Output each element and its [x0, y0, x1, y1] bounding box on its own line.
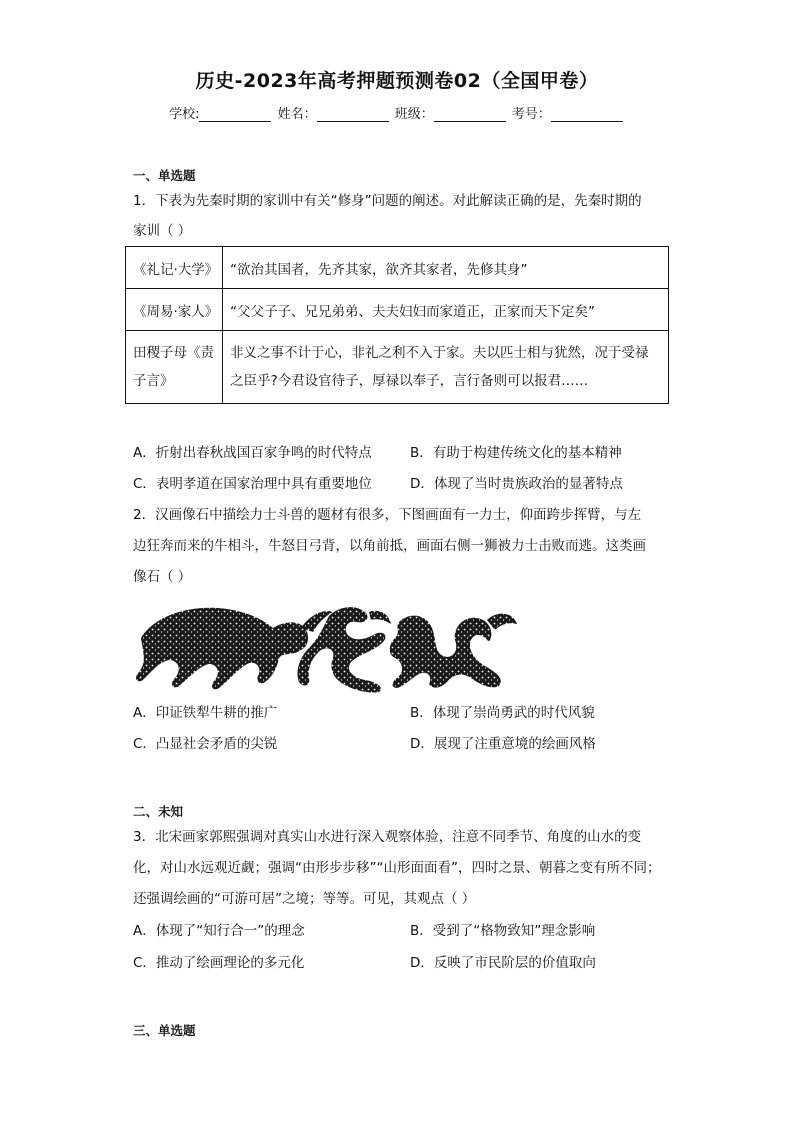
option-a[interactable]: A．印证铁犁牛耕的推广: [133, 705, 278, 721]
question-stem-line: 1．下表为先秦时期的家训中有关“修身”问题的阐述。对此解读正确的是，先秦时期的: [133, 193, 642, 209]
student-info-line: [0, 103, 794, 122]
question-stem-line: 3．北宋画家郭熙强调对真实山水进行深入观察体验，注意不同季节、角度的山水的变: [133, 829, 642, 845]
table-cell-text: “欲治其国者，先齐其家，欲齐其家者，先修其身”: [223, 247, 669, 289]
option-b[interactable]: B．受到了“格物致知”理念影响: [410, 923, 596, 939]
class-label: 班级：: [394, 107, 434, 122]
table-cell-text: 非义之事不计于心，非礼之利不入于家。夫以匹士相与犹然，况于受禄之臣乎?今君设官待子，厚禄以奉子，言行备则可以报君……: [223, 331, 669, 404]
name-blank[interactable]: [317, 108, 389, 122]
option-d[interactable]: D．反映了市民阶层的价值取向: [410, 955, 596, 971]
section-heading: 三、单选题: [133, 1023, 196, 1038]
section-heading: 二、未知: [133, 804, 184, 819]
bull-figure: [136, 608, 308, 690]
question-stem-line: 还强调绘画的“可游可居”之境；等等。可见，其观点（ ）: [133, 891, 476, 907]
quote-table: [125, 246, 669, 404]
option-c[interactable]: C．推动了绘画理论的多元化: [133, 955, 305, 971]
section-heading: 一、单选题: [133, 168, 196, 183]
school-blank[interactable]: [199, 108, 271, 122]
page-title: 历史-2023年高考押题预测卷02（全国甲卷）: [195, 70, 599, 92]
exam-number-label: 考号：: [511, 107, 551, 122]
lion-figure: [390, 616, 501, 688]
school-label: 学校:: [169, 107, 200, 122]
question-stem-line: 家训（ ）: [133, 223, 192, 239]
question-stem-line: 边狂奔而来的牛相斗，牛怒目弓背，以角前抵，画面右侧一狮被力士击败而逃。这类画: [133, 538, 646, 554]
option-d[interactable]: D．展现了注重意境的绘画风格: [410, 736, 596, 752]
table-row: [126, 331, 669, 404]
question-stem-line: 像石（ ）: [133, 569, 192, 585]
option-a[interactable]: A．折射出春秋战国百家争鸣的时代特点: [133, 445, 372, 461]
han-stone-relief-image: [133, 598, 519, 694]
table-cell-source: 《周易·家人》: [126, 289, 223, 331]
option-a[interactable]: A．体现了“知行合一”的理念: [133, 923, 305, 939]
table-row: [126, 247, 669, 289]
option-d[interactable]: D．体现了当时贵族政治的显著特点: [410, 476, 623, 492]
option-b[interactable]: B．体现了崇尚勇武的时代风貌: [410, 705, 595, 721]
question-stem-line: 化，对山水远观近觑；强调“由形步步移”“山形面面看”，四时之景、朝暮之变有所不同；: [133, 860, 661, 876]
option-b[interactable]: B．有助于构建传统文化的基本精神: [410, 445, 622, 461]
table-cell-source: 《礼记·大学》: [126, 247, 223, 289]
option-c[interactable]: C．表明孝道在国家治理中具有重要地位: [133, 476, 372, 492]
exam-number-blank[interactable]: [551, 108, 623, 122]
question-stem-line: 2．汉画像石中描绘力士斗兽的题材有很多，下图画面有一力士，仰面跨步挥臂，与左: [133, 507, 642, 523]
table-cell-source: 田稷子母《责子言》: [126, 331, 223, 404]
table-cell-text: “父父子子、兄兄弟弟、夫夫妇妇而家道正，正家而天下定矣”: [223, 289, 669, 331]
class-blank[interactable]: [434, 108, 506, 122]
option-c[interactable]: C．凸显社会矛盾的尖锐: [133, 736, 278, 752]
name-label: 姓名：: [277, 107, 317, 122]
table-row: [126, 289, 669, 331]
